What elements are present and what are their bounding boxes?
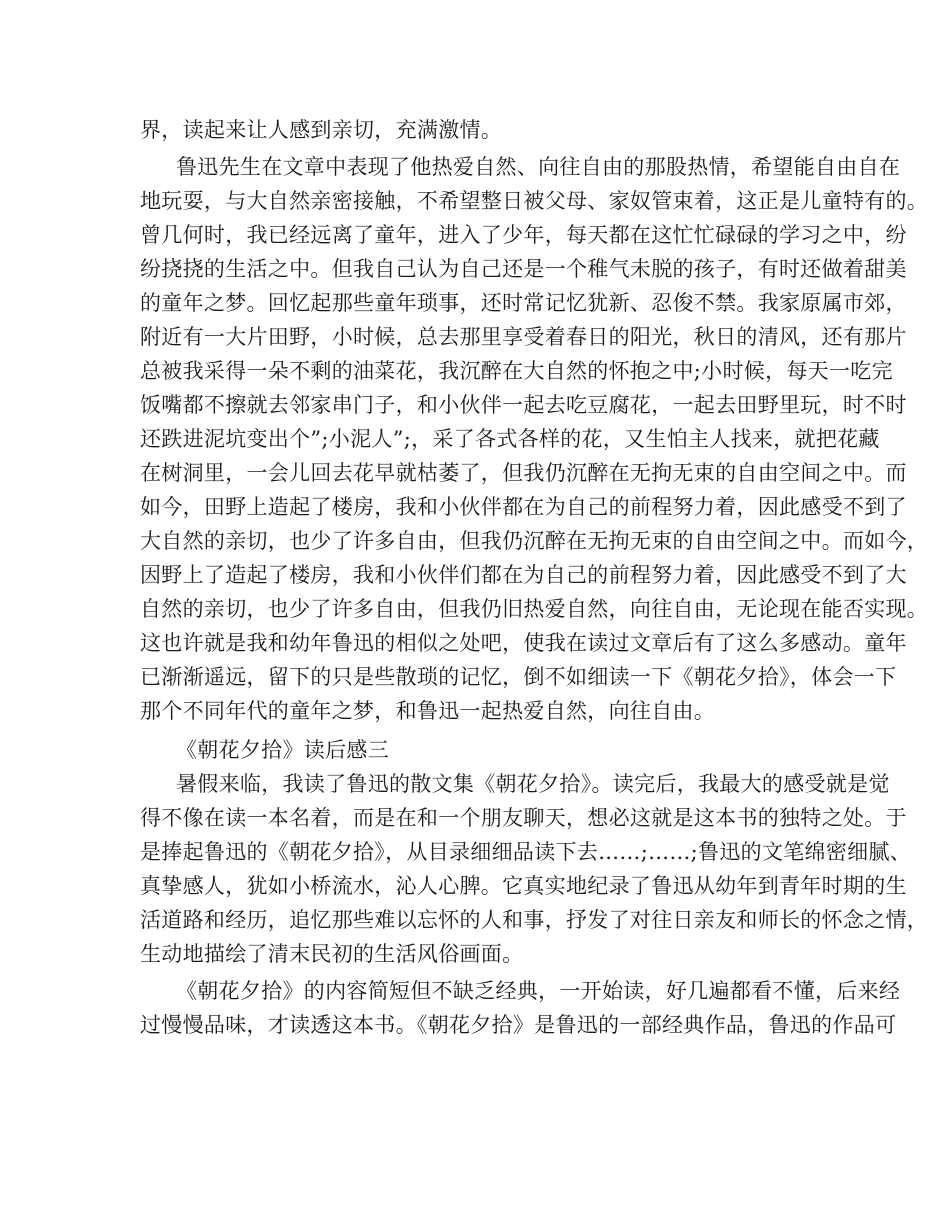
- text-line: 那个不同年代的童年之梦，和鲁迅一起热爱自然，向往自由。: [140, 699, 716, 723]
- text-line: 过慢慢品味，才读透这本书。《朝花夕拾》是鲁迅的一部经典作品，鲁迅的作品可: [140, 1013, 897, 1037]
- text-line: 的童年之梦。回忆起那些童年琐事，还时常记忆犹新、忍俊不禁。我家原属市郊，: [140, 291, 907, 315]
- text-line: 总被我采得一朵不剩的油菜花，我沉醉在大自然的怀抱之中;小时候，每天一吃完: [140, 359, 893, 383]
- text-line: 暑假来临，我读了鲁迅的散文集《朝花夕拾》。读完后，我最大的感受就是觉: [176, 772, 890, 796]
- text-line: 已渐渐遥远，留下的只是些散琐的记忆，倒不如细读一下《朝花夕拾》，体会一下: [140, 665, 897, 689]
- text-line: 附近有一大片田野，小时候，总去那里享受着春日的阳光，秋日的清风，还有那片: [140, 325, 907, 349]
- text-line: 鲁迅先生在文章中表现了他热爱自然、向往自由的那股热情，希望能自由自在: [176, 155, 901, 179]
- text-line: 在树洞里，一会儿回去花早就枯萎了，但我仍沉醉在无拘无束的自由空间之中。而: [140, 461, 907, 485]
- text-line: 因野上了造起了楼房，我和小伙伴们都在为自己的前程努力着，因此感受不到了大: [140, 563, 907, 587]
- text-line: 是捧起鲁迅的《朝花夕拾》，从目录细细品读下去……;……;鲁迅的文笔绵密细腻、: [140, 840, 912, 864]
- text-line: 纷挠挠的生活之中。但我自己认为自己还是一个稚气未脱的孩子，有时还做着甜美: [140, 257, 907, 281]
- text-line: 如今，田野上造起了楼房，我和小伙伴都在为自己的前程努力着，因此感受不到了: [140, 495, 907, 519]
- text-line: 生动地描绘了清末民初的生活风俗画面。: [140, 942, 524, 966]
- text-line: 界，读起来让人感到亲切，充满激情。: [140, 118, 503, 142]
- text-line: 还跌进泥坑变出个”;小泥人”;，采了各式各样的花，又生怕主人找来，就把花藏: [140, 427, 880, 451]
- section-heading: 《朝花夕拾》读后感三: [176, 738, 389, 762]
- text-line: 饭嘴都不擦就去邻家串门子，和小伙伴一起去吃豆腐花，一起去田野里玩，时不时: [140, 393, 907, 417]
- text-line: 曾几何时，我已经远离了童年，进入了少年，每天都在这忙忙碌碌的学习之中，纷: [140, 223, 907, 247]
- text-line: 这也许就是我和幼年鲁迅的相似之处吧，使我在读过文章后有了这么多感动。童年: [140, 631, 907, 655]
- text-line: 大自然的亲切，也少了许多自由，但我仍沉醉在无拘无束的自由空间之中。而如今，: [140, 529, 929, 553]
- text-line: 地玩耍，与大自然亲密接触，不希望整日被父母、家奴管束着，这正是儿童特有的。: [140, 189, 929, 213]
- text-line: 活道路和经历，追忆那些难以忘怀的人和事，抒发了对往日亲友和师长的怀念之情，: [140, 908, 929, 932]
- text-line: 自然的亲切，也少了许多自由，但我仍旧热爱自然，向往自由，无论现在能否实现。: [140, 597, 929, 621]
- text-line: 《朝花夕拾》的内容简短但不缺乏经典，一开始读，好几遍都看不懂，后来经: [176, 979, 901, 1003]
- text-line: 得不像在读一本名着，而是在和一个朋友聊天，想必这就是这本书的独特之处。于: [140, 806, 907, 830]
- text-line: 真挚感人，犹如小桥流水，沁人心脾。它真实地纪录了鲁迅从幼年到青年时期的生: [140, 874, 907, 898]
